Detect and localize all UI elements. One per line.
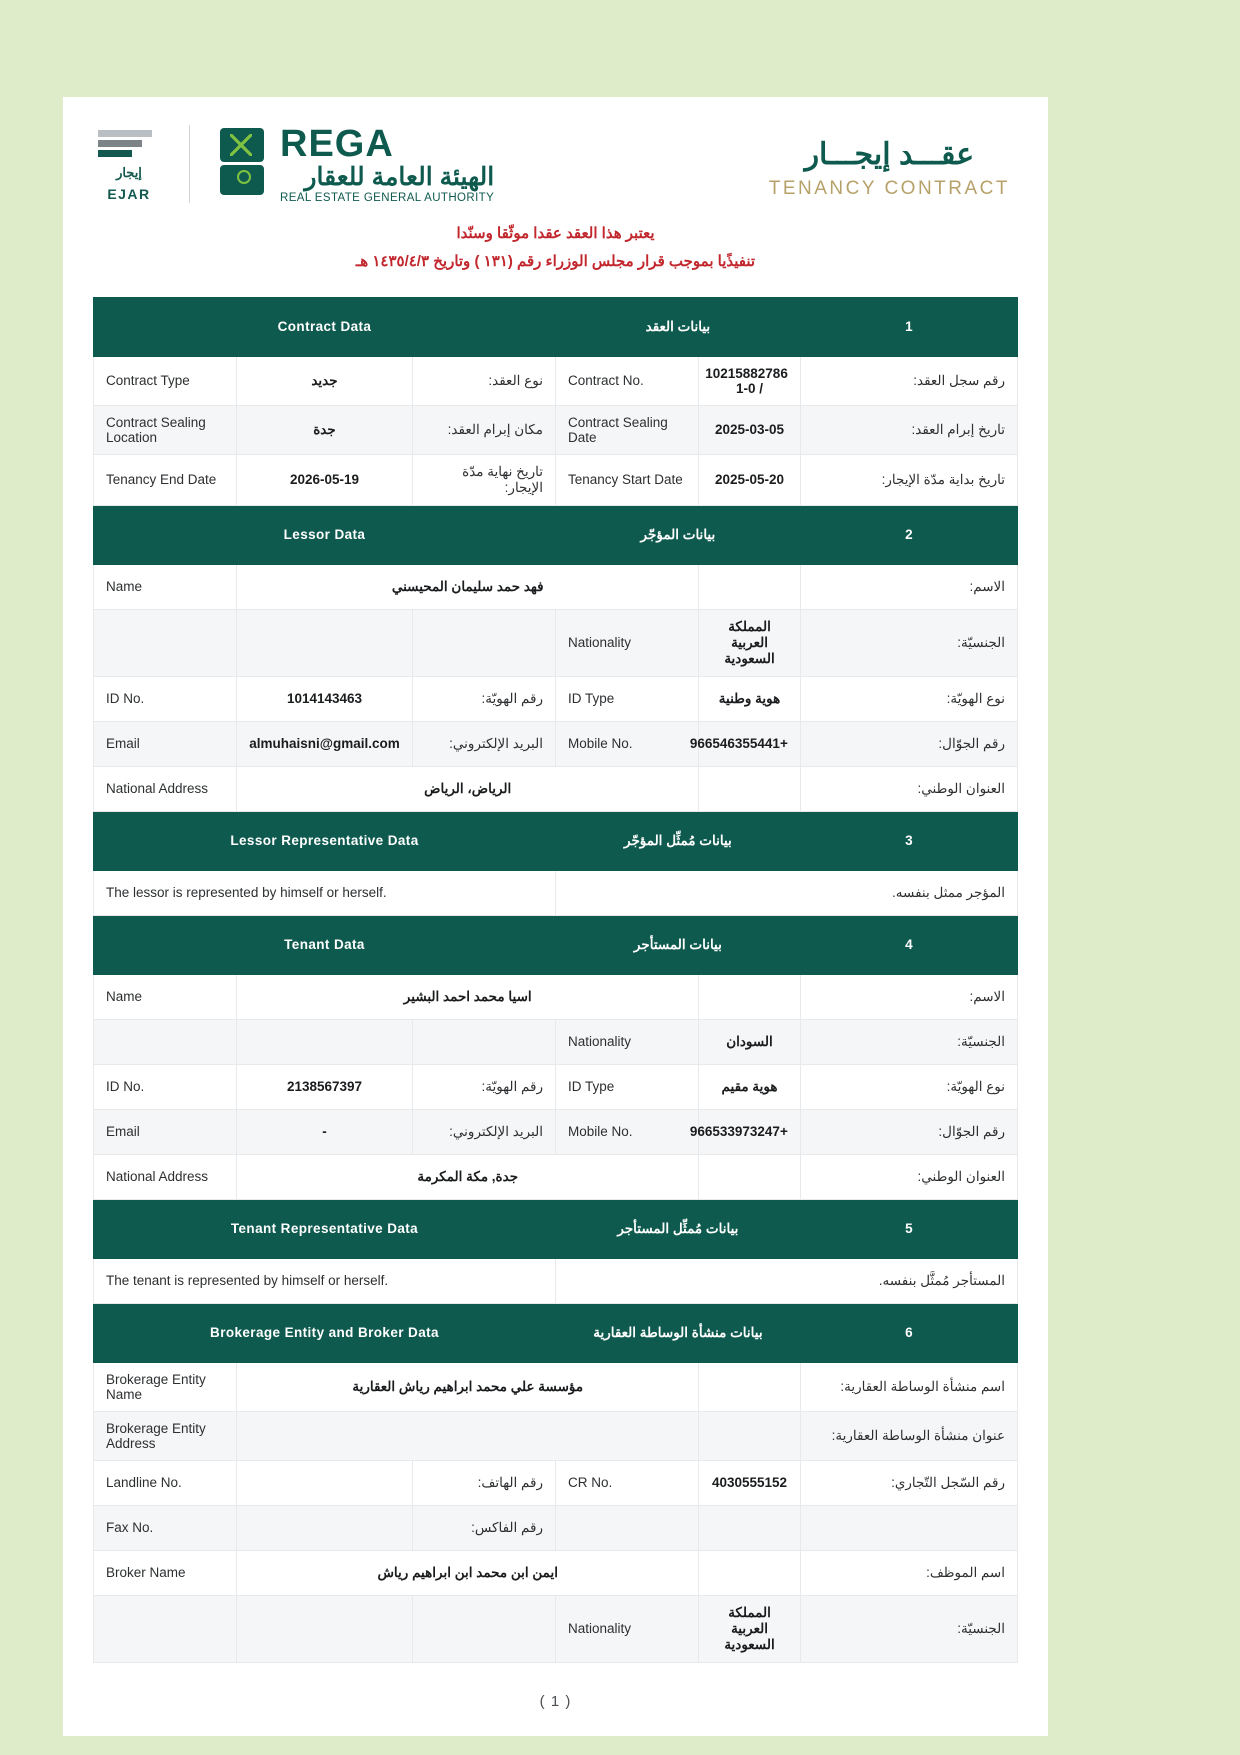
row-label-english-right: Mobile No. [555, 721, 698, 766]
row-value-left [237, 1505, 413, 1550]
rega-name-arabic: الهيئة العامة للعقار [304, 163, 495, 191]
row-value: الرياض، الرياض [237, 766, 699, 811]
section-title-arabic: بيانات مُمثِّل المؤجّر [555, 811, 800, 870]
section-note-row [94, 870, 1018, 915]
row-spacer [699, 766, 801, 811]
row-value [237, 1411, 699, 1460]
section-header-row [94, 915, 1018, 974]
ejar-logo-arabic: إيجار [116, 165, 142, 181]
row-value: مؤسسة علي محمد ابراهيم رياش العقارية [237, 1362, 699, 1411]
legal-notice-line-2: تنفيذًيا بموجب قرار مجلس الوزراء رقم (١٣١ ) وتاريخ ١٤٣٥/٤/٣ هـ [355, 253, 756, 271]
row-label-english-left: Tenancy End Date [94, 454, 237, 505]
row-label-english-left: Email [94, 721, 237, 766]
section-number: 3 [800, 811, 1017, 870]
row-label-english-right: ID Type [555, 676, 698, 721]
row-label-arabic-left: رقم الهويّة: [412, 1064, 555, 1109]
rega-mark-icon [214, 128, 270, 200]
ejar-logo-latin: EJAR [107, 186, 151, 203]
section-title-arabic: بيانات مُمثِّل المستأجر [555, 1199, 800, 1258]
section-title-english: Tenant Data [94, 915, 556, 974]
row-label-english-left [94, 609, 237, 676]
legal-notice-line-1: يعتبر هذا العقد عقدا موثّقا وسنّدا [456, 224, 655, 242]
row-label-arabic-right: رقم سجل العقد: [800, 356, 1017, 405]
row-label-arabic-left: رقم الفاكس: [412, 1505, 555, 1550]
contract-table-body [94, 297, 1018, 1662]
row-label-arabic-left: البريد الإلكتروني: [412, 1109, 555, 1154]
table-row [94, 356, 1018, 405]
section-title-arabic: بيانات المستأجر [555, 915, 800, 974]
row-label-english-right: Tenancy Start Date [555, 454, 698, 505]
section-title-english: Tenant Representative Data [94, 1199, 556, 1258]
section-note-row [94, 1258, 1018, 1303]
section-number: 6 [800, 1303, 1017, 1362]
row-value-left: 1014143463 [237, 676, 413, 721]
section-number: 5 [800, 1199, 1017, 1258]
row-value-left [237, 1595, 413, 1662]
row-label-arabic: اسم منشأة الوساطة العقارية: [800, 1362, 1017, 1411]
row-label-arabic-right: تاريخ إبرام العقد: [800, 405, 1017, 454]
row-label-arabic-right: الجنسيّة: [800, 1019, 1017, 1064]
row-label-english-right: Nationality [555, 609, 698, 676]
table-row [94, 609, 1018, 676]
section-note-english: The lessor is represented by himself or herself. [94, 870, 556, 915]
row-value-right: 4030555152 [699, 1460, 801, 1505]
row-label-arabic: العنوان الوطني: [800, 766, 1017, 811]
row-label-english-left: Landline No. [94, 1460, 237, 1505]
section-number: 1 [800, 297, 1017, 356]
table-row [94, 766, 1018, 811]
row-label-arabic-right [800, 1505, 1017, 1550]
section-note-arabic: المستأجر مُمثَّل بنفسه. [555, 1258, 1017, 1303]
legal-notice [63, 214, 1048, 297]
row-label-english-right: ID Type [555, 1064, 698, 1109]
table-row [94, 1064, 1018, 1109]
row-label-english-right: Contract Sealing Date [555, 405, 698, 454]
row-value-left: 2026-05-19 [237, 454, 413, 505]
logo-divider [189, 125, 190, 203]
row-label-arabic-right: الجنسيّة: [800, 1595, 1017, 1662]
row-label-english: Brokerage Entity Address [94, 1411, 237, 1460]
section-header-row [94, 811, 1018, 870]
table-row [94, 405, 1018, 454]
row-value-left: almuhaisni@gmail.com [237, 721, 413, 766]
row-spacer [699, 1362, 801, 1411]
row-spacer [699, 1154, 801, 1199]
section-title-english: Lessor Data [94, 505, 556, 564]
rega-logo-text [280, 125, 494, 204]
section-header-row [94, 1303, 1018, 1362]
table-row [94, 564, 1018, 609]
document-title-block [769, 125, 1018, 200]
table-row [94, 721, 1018, 766]
section-header-row [94, 505, 1018, 564]
row-label-arabic: الاسم: [800, 974, 1017, 1019]
row-value-right: المملكة العربية السعودية [699, 1595, 801, 1662]
section-title-english: Brokerage Entity and Broker Data [94, 1303, 556, 1362]
row-value: فهد حمد سليمان المحيسني [237, 564, 699, 609]
row-value-right [699, 1505, 801, 1550]
row-value-right: هوية مقيم [699, 1064, 801, 1109]
table-row [94, 1411, 1018, 1460]
row-label-arabic-right: رقم السّجل التّجاري: [800, 1460, 1017, 1505]
row-spacer [699, 1411, 801, 1460]
page-number: ( 1 ) [539, 1692, 572, 1710]
row-value-right: +966546355441 [699, 721, 801, 766]
row-value-left: جدة [237, 405, 413, 454]
section-title-english: Contract Data [94, 297, 556, 356]
row-label-arabic-right: نوع الهويّة: [800, 1064, 1017, 1109]
contract-page [63, 97, 1048, 1736]
section-header-row [94, 297, 1018, 356]
row-label-english-left: Email [94, 1109, 237, 1154]
row-label-english-left: Contract Sealing Location [94, 405, 237, 454]
row-label-arabic: اسم الموظف: [800, 1550, 1017, 1595]
row-label-arabic-right: نوع الهويّة: [800, 676, 1017, 721]
table-row [94, 454, 1018, 505]
row-label-arabic-left: مكان إبرام العقد: [412, 405, 555, 454]
ejar-bars-icon [98, 126, 160, 160]
section-title-english: Lessor Representative Data [94, 811, 556, 870]
row-label-english-left: Fax No. [94, 1505, 237, 1550]
row-spacer [699, 1550, 801, 1595]
row-label-arabic-left: رقم الهاتف: [412, 1460, 555, 1505]
row-spacer [699, 564, 801, 609]
logo-group [93, 125, 494, 204]
section-number: 2 [800, 505, 1017, 564]
row-label-arabic-left: رقم الهويّة: [412, 676, 555, 721]
row-value-left: 2138567397 [237, 1064, 413, 1109]
row-value-left [237, 609, 413, 676]
row-value-right: المملكة العربية السعودية [699, 609, 801, 676]
row-label-english-left: ID No. [94, 1064, 237, 1109]
row-label-english-right: Contract No. [555, 356, 698, 405]
row-label-english-right: Mobile No. [555, 1109, 698, 1154]
row-value-left: جديد [237, 356, 413, 405]
document-header [63, 97, 1048, 214]
row-value: اسيا محمد احمد البشير [237, 974, 699, 1019]
section-title-arabic: بيانات منشأة الوساطة العقارية [555, 1303, 800, 1362]
row-label-arabic-left [412, 1019, 555, 1064]
row-spacer [699, 974, 801, 1019]
section-number: 4 [800, 915, 1017, 974]
row-label-english-right: Nationality [555, 1019, 698, 1064]
ejar-logo [93, 126, 165, 202]
section-header-row [94, 1199, 1018, 1258]
row-label-english: Name [94, 974, 237, 1019]
row-label-arabic: الاسم: [800, 564, 1017, 609]
rega-name-english: REAL ESTATE GENERAL AUTHORITY [280, 191, 495, 204]
row-label-english: Name [94, 564, 237, 609]
table-row [94, 676, 1018, 721]
table-row [94, 1595, 1018, 1662]
table-row [94, 1109, 1018, 1154]
row-label-english: National Address [94, 1154, 237, 1199]
row-value-left [237, 1019, 413, 1064]
section-title-arabic: بيانات المؤجّر [555, 505, 800, 564]
row-value-right: السودان [699, 1019, 801, 1064]
row-label-english-left [94, 1595, 237, 1662]
row-value: جدة, مكة المكرمة [237, 1154, 699, 1199]
row-label-arabic-right: تاريخ بداية مدّة الإيجار: [800, 454, 1017, 505]
row-label-arabic-left [412, 609, 555, 676]
row-label-arabic-right: رقم الجوّال: [800, 721, 1017, 766]
table-row [94, 1154, 1018, 1199]
table-row [94, 1550, 1018, 1595]
contract-title-english: TENANCY CONTRACT [768, 178, 1010, 199]
row-label-english-left: ID No. [94, 676, 237, 721]
row-label-english: Brokerage Entity Name [94, 1362, 237, 1411]
table-row [94, 974, 1018, 1019]
row-label-arabic: عنوان منشأة الوساطة العقارية: [800, 1411, 1017, 1460]
row-value-right: 2025-05-20 [699, 454, 801, 505]
row-label-english-left: Contract Type [94, 356, 237, 405]
table-row [94, 1460, 1018, 1505]
row-value-right: هوية وطنية [699, 676, 801, 721]
row-value-right: +966533973247 [699, 1109, 801, 1154]
row-value-right: 2025-03-05 [699, 405, 801, 454]
row-label-english: National Address [94, 766, 237, 811]
row-label-english-right [555, 1505, 698, 1550]
row-label-arabic-right: الجنسيّة: [800, 609, 1017, 676]
section-note-arabic: المؤجر ممثل بنفسه. [555, 870, 1017, 915]
rega-logo [214, 125, 494, 204]
row-label-arabic-left: نوع العقد: [412, 356, 555, 405]
row-label-english-right: CR No. [555, 1460, 698, 1505]
row-label-arabic-left: البريد الإلكتروني: [412, 721, 555, 766]
row-value-left [237, 1460, 413, 1505]
contract-table [93, 297, 1018, 1663]
rega-title: REGA [280, 123, 394, 165]
table-row [94, 1505, 1018, 1550]
row-label-arabic-left: تاريخ نهاية مدّة الإيجار: [412, 454, 555, 505]
section-note-english: The tenant is represented by himself or herself. [94, 1258, 556, 1303]
contract-title-arabic: عقـــد إيجـــار [804, 138, 975, 171]
section-title-arabic: بيانات العقد [555, 297, 800, 356]
row-label-english-right: Nationality [555, 1595, 698, 1662]
row-label-arabic-right: رقم الجوّال: [800, 1109, 1017, 1154]
row-value: ايمن ابن محمد ابن ابراهيم رياش [237, 1550, 699, 1595]
table-row [94, 1019, 1018, 1064]
table-row [94, 1362, 1018, 1411]
row-value-left: - [237, 1109, 413, 1154]
row-label-english-left [94, 1019, 237, 1064]
row-value-right: 10215882786 / 1-0 [699, 356, 801, 405]
row-label-arabic: العنوان الوطني: [800, 1154, 1017, 1199]
row-label-arabic-left [412, 1595, 555, 1662]
row-label-english: Broker Name [94, 1550, 237, 1595]
